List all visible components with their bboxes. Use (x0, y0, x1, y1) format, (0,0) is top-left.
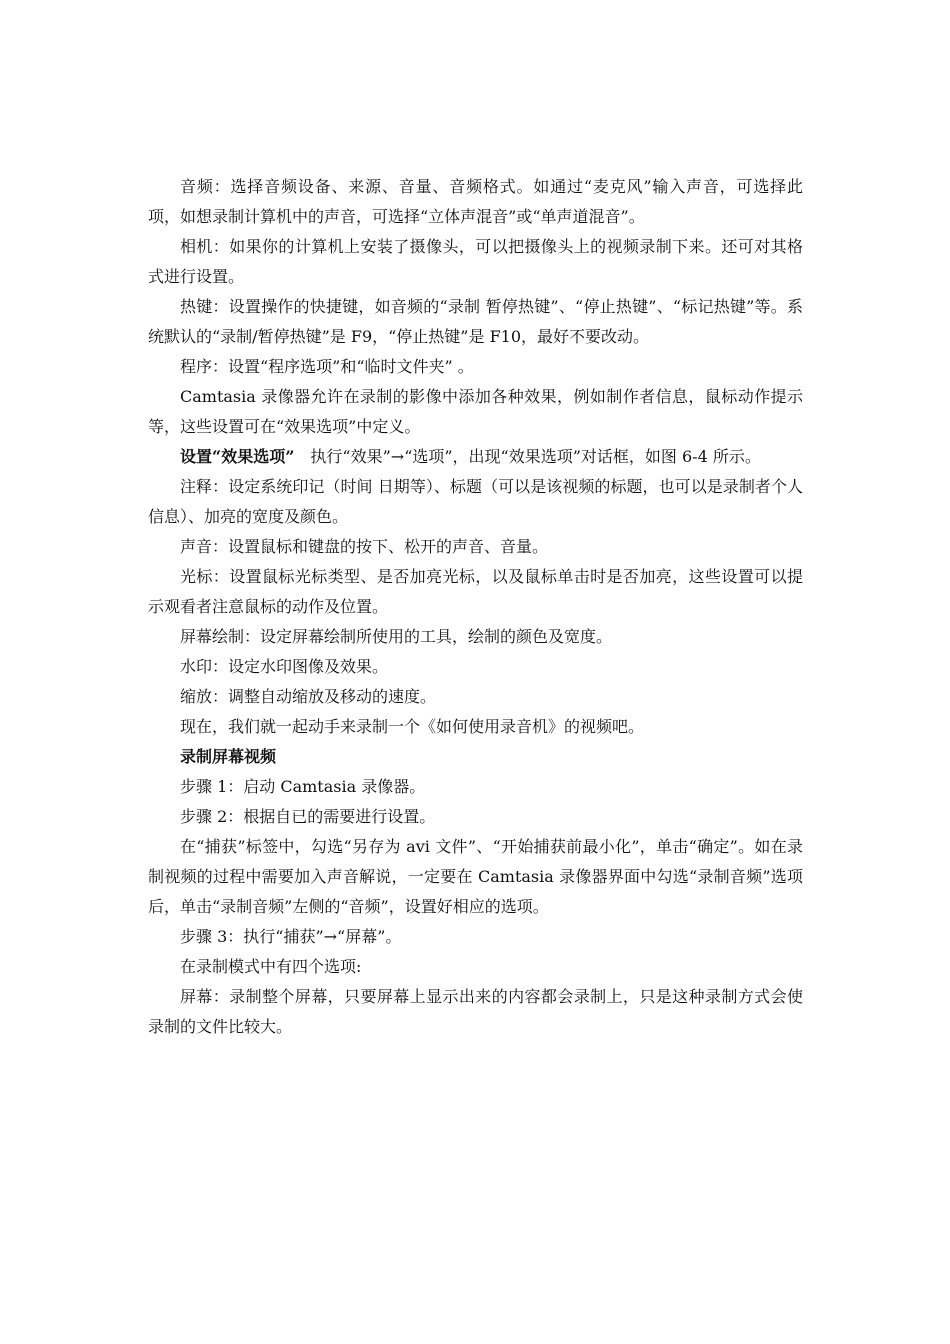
paragraph-screen-mode: 屏幕：录制整个屏幕，只要屏幕上显示出来的内容都会录制上，只是这种录制方式会使录制的文件比较大。 (148, 987, 803, 1036)
paragraph-lead: 设置“效果选项” (180, 447, 295, 466)
paragraph-modes: 在录制模式中有四个选项: (180, 957, 362, 976)
paragraph-set-effects: 设置“效果选项” 执行“效果”→“选项”，出现“效果选项”对话框，如图 6-4 所示。 (180, 447, 761, 466)
paragraph-sound: 声音：设置鼠标和键盘的按下、松开的声音、音量。 (180, 537, 549, 556)
document-body (148, 172, 803, 1042)
paragraph-screen-draw: 屏幕绘制：设定屏幕绘制所使用的工具，绘制的颜色及宽度。 (180, 627, 613, 646)
paragraph-hotkeys: 热键：设置操作的快捷键，如音频的“录制 暂停热键”、“停止热键”、“标记热键”等。系统默认的“录制/暂停热键”是 F9，“停止热键”是 F10，最好不要改动。 (148, 297, 803, 346)
paragraph-step1: 步骤 1：启动 Camtasia 录像器。 (180, 777, 426, 796)
section-heading: 录制屏幕视频 (180, 747, 277, 766)
paragraph-camera: 相机：如果你的计算机上安装了摄像头，可以把摄像头上的视频录制下来。还可对其格式进行设置。 (148, 237, 803, 286)
paragraph-step3: 步骤 3：执行“捕获”→“屏幕”。 (180, 927, 402, 946)
paragraph-zoom: 缩放：调整自动缩放及移动的速度。 (180, 687, 437, 706)
paragraph-audio: 音频：选择音频设备、来源、音量、音频格式。如通过“麦克风”输入声音，可选择此项，如想录制计算机中的声音，可选择“立体声混音”或“单声道混音”。 (148, 177, 803, 226)
paragraph-capture-tab: 在“捕获”标签中，勾选“另存为 avi 文件”、“开始捕获前最小化”，单击“确定”。如在录制视频的过程中需要加入声音解说，一定要在 Camtasia 录像器界面中勾选“录制音频”选项后，单击“录制音频”左侧的“音频”，设置好相应的选项。 (148, 837, 803, 916)
paragraph-step2: 步骤 2：根据自已的需要进行设置。 (180, 807, 436, 826)
paragraph-annotation: 注释：设定系统印记（时间 日期等）、标题（可以是该视频的标题，也可以是录制者个人信息）、加亮的宽度及颜色。 (148, 477, 803, 526)
paragraph-now: 现在，我们就一起动手来录制一个《如何使用录音机》的视频吧。 (180, 717, 645, 736)
paragraph-program: 程序：设置“程序选项”和“临时文件夹” 。 (180, 357, 474, 376)
paragraph-cursor: 光标：设置鼠标光标类型、是否加亮光标，以及鼠标单击时是否加亮，这些设置可以提示观看者注意鼠标的动作及位置。 (148, 567, 803, 616)
paragraph-camtasia-effects: Camtasia 录像器允许在录制的影像中添加各种效果，例如制作者信息，鼠标动作提示等，这些设置可在“效果选项”中定义。 (148, 387, 803, 436)
paragraph-watermark: 水印：设定水印图像及效果。 (180, 657, 389, 676)
